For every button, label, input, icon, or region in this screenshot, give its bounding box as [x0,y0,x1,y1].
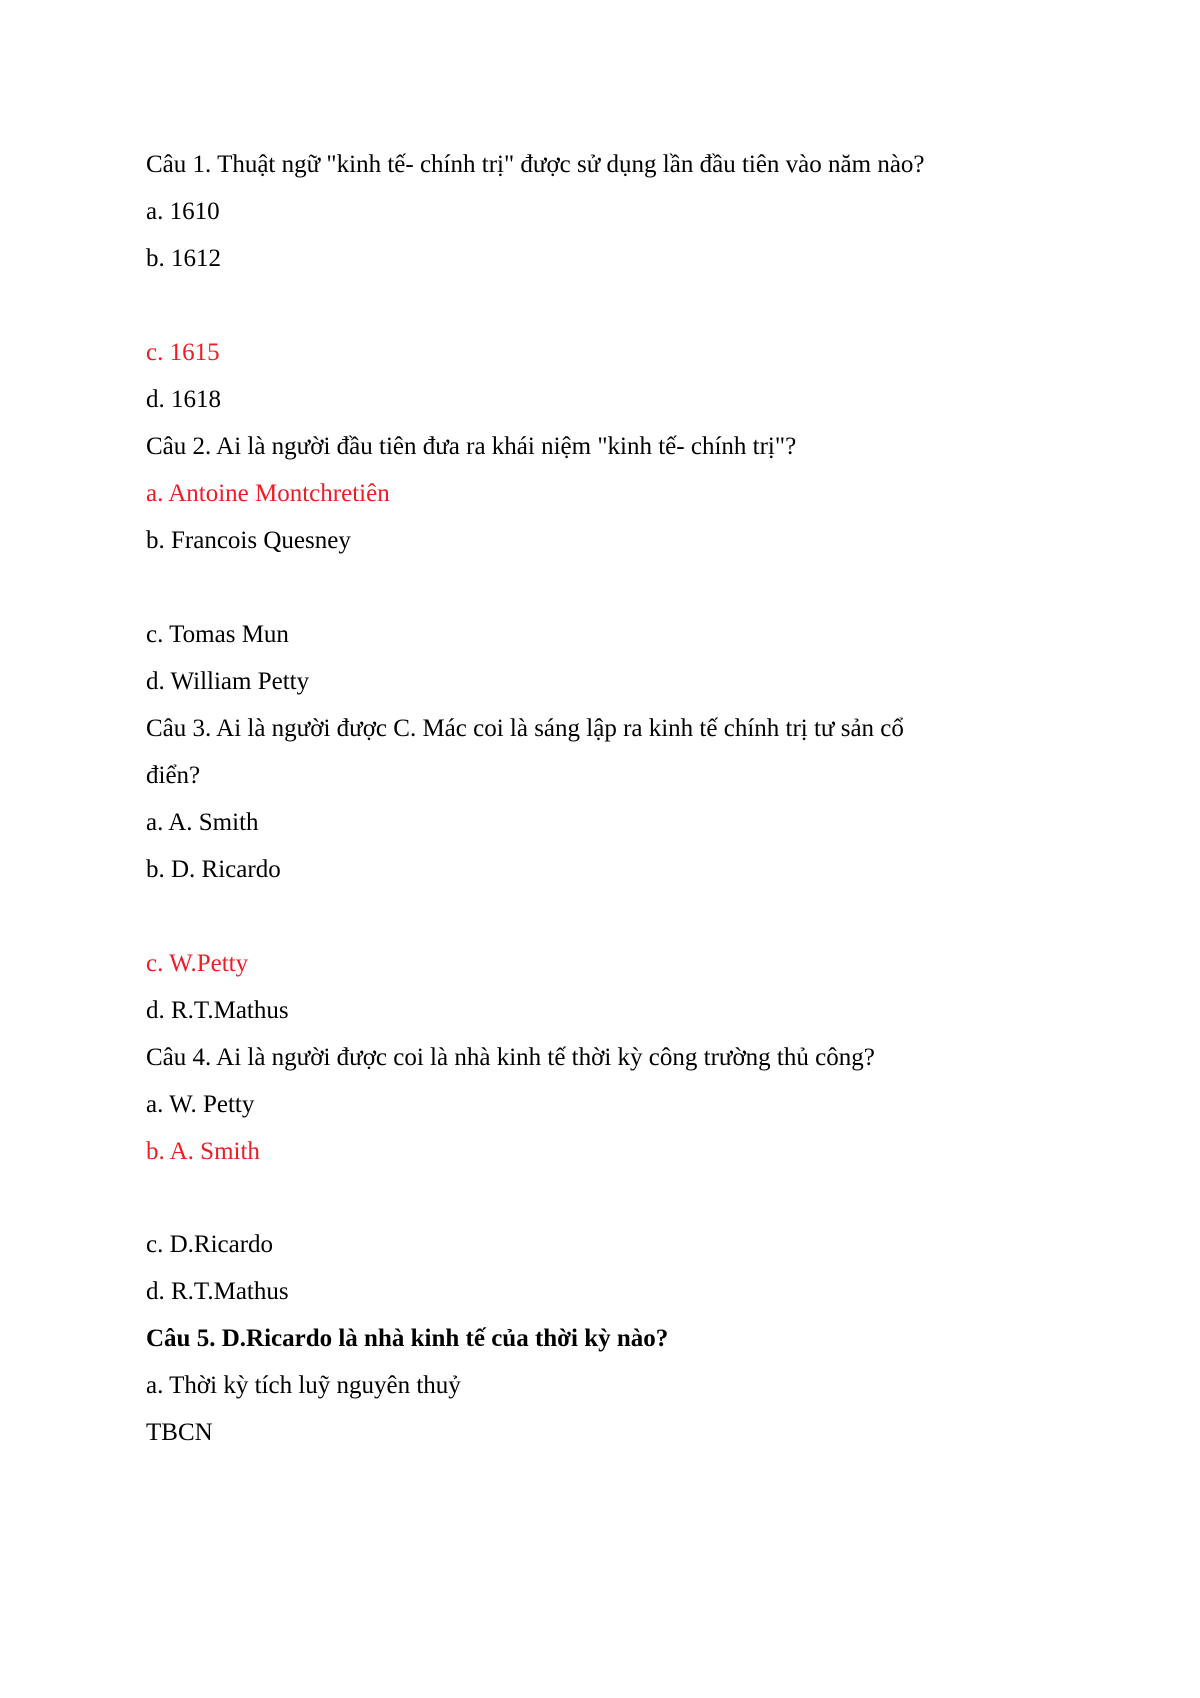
q1-option-d: d. 1618 [146,386,221,413]
q4-option-d: d. R.T.Mathus [146,1278,289,1305]
question-5: Câu 5. D.Ricardo là nhà kinh tế của thời kỳ nào? [146,1325,669,1352]
question-4: Câu 4. Ai là người được coi là nhà kinh tế thời kỳ công trường thủ công? [146,1044,875,1071]
q1-option-b: b. 1612 [146,245,221,272]
q1-option-c-answer: c. 1615 [146,339,220,366]
q4-option-c: c. D.Ricardo [146,1231,274,1258]
q3-option-d: d. R.T.Mathus [146,997,289,1024]
q1-option-a: a. 1610 [146,198,220,225]
q5-trailing-text: TBCN [146,1419,213,1446]
q3-option-b: b. D. Ricardo [146,856,281,883]
question-2: Câu 2. Ai là người đầu tiên đưa ra khái niệm "kinh tế- chính trị"? [146,433,797,460]
q4-option-a: a. W. Petty [146,1091,255,1118]
question-3-line-1: Câu 3. Ai là người được C. Mác coi là sáng lập ra kinh tế chính trị tư sản cổ [146,715,904,742]
q5-option-a: a. Thời kỳ tích luỹ nguyên thuỷ [146,1372,461,1399]
q2-option-c: c. Tomas Mun [146,621,289,648]
q2-option-a-answer: a. Antoine Montchretiên [146,480,390,507]
question-1: Câu 1. Thuật ngữ "kinh tế- chính trị" được sử dụng lần đầu tiên vào năm nào? [146,151,925,178]
q2-option-d: d. William Petty [146,668,310,695]
q4-option-b-answer: b. A. Smith [146,1138,260,1165]
q2-option-b: b. Francois Quesney [146,527,351,554]
q3-option-c-answer: c. W.Petty [146,950,249,977]
question-3-line-2: điển? [146,762,201,789]
q3-option-a: a. A. Smith [146,809,259,836]
